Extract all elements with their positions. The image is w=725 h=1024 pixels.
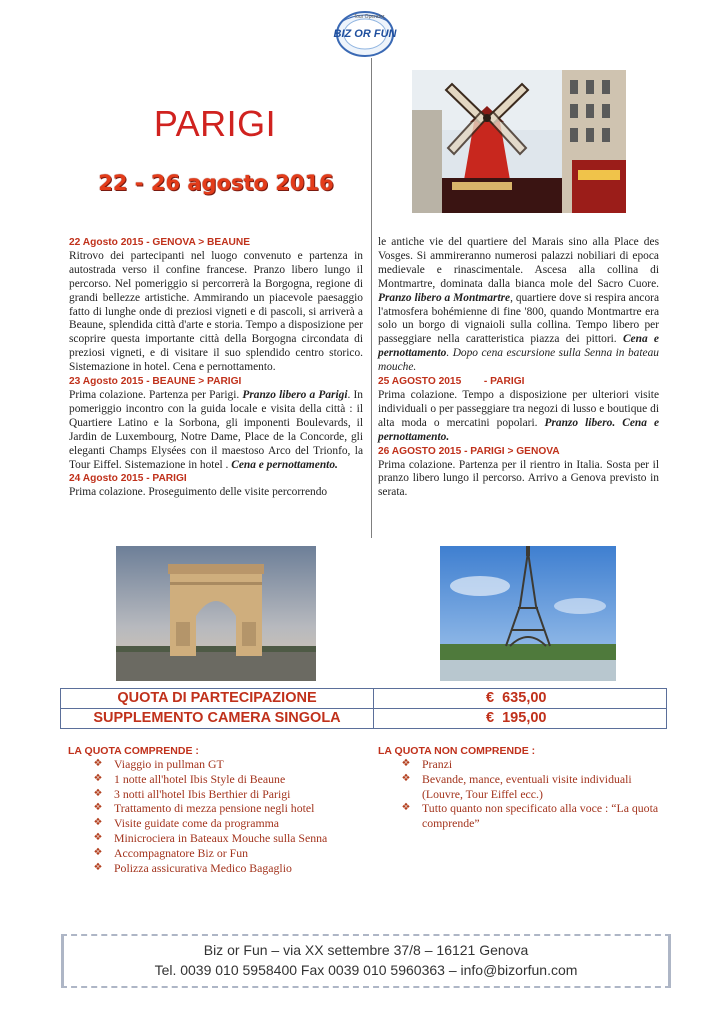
bullet-icon: ❖ <box>401 772 411 784</box>
logo-wordmark: BIZ OR FUN <box>333 28 397 40</box>
footer-address: Biz or Fun – via XX settembre 37/8 – 16121 Genova <box>203 942 529 958</box>
bullet-icon: ❖ <box>93 861 103 873</box>
bullet-icon: ❖ <box>93 772 103 784</box>
page-title: PARIGI <box>153 103 277 144</box>
day5-heading: 26 AGOSTO 2015 - PARIGI > GENOVA <box>378 445 560 457</box>
logo-tagline: Tour Operator <box>353 14 385 20</box>
contact-footer <box>61 934 671 988</box>
arc-de-triomphe-photo <box>116 546 316 681</box>
bullet-icon: ❖ <box>93 758 103 769</box>
bullet-icon: ❖ <box>93 817 103 829</box>
bullet-icon: ❖ <box>93 831 103 843</box>
itinerary-right-column <box>378 236 659 500</box>
column-divider <box>371 58 372 538</box>
day3-heading: 24 Agosto 2015 - PARIGI <box>69 473 187 485</box>
day4-text: Prima colazione. Tempo a disposizione per ulteriori visite individuali o per passeggiare tra negozi di lusso e boutique di alta moda o mercatini popolari. Pranzo libero. Cena e pernottamento. <box>378 388 660 443</box>
list-item: ❖ 1 notte all'hotel Ibis Style di Beaune <box>88 772 368 787</box>
bullet-icon: ❖ <box>93 802 103 814</box>
list-item: ❖ Polizza assicurativa Medico Bagaglio <box>88 861 368 876</box>
trip-dates: 22 - 26 agosto 2016 <box>98 171 334 195</box>
supplement-value: € 195,00 <box>486 710 547 726</box>
excludes-section <box>378 745 668 831</box>
list-item: ❖ Minicrociera in Bateaux Mouche sulla Senna <box>88 831 368 846</box>
list-item: ❖ Tutto quanto non specificato alla voce : “La quota comprende” <box>396 801 668 831</box>
price-row-quota <box>61 689 666 709</box>
includes-title: LA QUOTA COMPRENDE : <box>68 745 199 757</box>
biz-or-fun-logo <box>327 4 403 60</box>
itinerary-left-column <box>69 236 363 500</box>
bullet-icon: ❖ <box>401 802 411 814</box>
day2-text: Prima colazione. Partenza per Parigi. Pranzo libero a Parigi. In pomeriggio incontro con la guida locale e visita della città : il Quartiere Latino e la Sorbona, gli imponenti Boulevards, il Jardin de Luxembourg, Notre Dame, Place de la Concorde, gli eleganti Champs Elysées con il maestoso Arco del Trionfo, la Tour Eiffel. Sistemazione in hotel . Cena e pernottamento. <box>69 388 363 471</box>
excludes-title: LA QUOTA NON COMPRENDE : <box>378 745 536 757</box>
includes-list <box>88 757 368 875</box>
day2-heading: 23 Agosto 2015 - BEAUNE > PARIGI <box>69 376 242 388</box>
list-item: ❖ Accompagnatore Biz or Fun <box>88 846 368 861</box>
quota-value: € 635,00 <box>486 690 547 706</box>
eiffel-tower-photo <box>440 546 616 681</box>
list-item: ❖ Bevande, mance, eventuali visite individuali (Louvre, Tour Eiffel ecc.) <box>396 772 668 802</box>
includes-section <box>68 745 368 875</box>
day3-text-start: Prima colazione. Proseguimento delle visite percorrendo <box>69 486 328 499</box>
supplement-label: SUPPLEMENTO CAMERA SINGOLA <box>61 709 374 728</box>
day1-heading: 22 Agosto 2015 - GENOVA > BEAUNE <box>69 237 251 248</box>
moulin-rouge-photo <box>412 70 626 213</box>
price-table <box>60 688 667 729</box>
bullet-icon: ❖ <box>93 846 103 858</box>
bullet-icon: ❖ <box>93 787 103 799</box>
list-item: ❖ Viaggio in pullman GT <box>88 757 368 772</box>
excludes-list <box>396 757 668 831</box>
list-item: ❖ Visite guidate come da programma <box>88 816 368 831</box>
quota-label: QUOTA DI PARTECIPAZIONE <box>61 689 374 708</box>
day1-text: Ritrovo dei partecipanti nel luogo convenuto e partenza in autostrada verso il confine francese. Pranzo libero lungo il percorso. Nel pomeriggio si percorrerà la Borgogna, regione di grandi bellezze artistiche. Ammirando un piacevole paesaggio fatto di lunghe onde di preziosi vigneti e di pascoli, si arriverà a Beaune, splendida città d'arte e storia. Tempo a disposizione per scoprire questa importante città della Borgogna circondata di preziosi vigneti, e di visitare il suo splendido centro storico. Sistemazione in hotel. Cena e pernottamento. <box>69 249 363 374</box>
day4-heading: 25 AGOSTO 2015 - PARIGI <box>378 376 525 388</box>
day5-text: Prima colazione. Partenza per il rientro in Italia. Sosta per il pranzo libero lungo il percorso. Arrivo a Genova previsto in serata. <box>378 458 659 499</box>
day3-text-continued: le antiche vie del quartiere del Marais sino alla Place des Vosges. Si ammireranno numerosi palazzi nobiliari di epoca medievale e rinascimentale. Ascesa alla collina di Montmartre, dominata dalla bianca mole del Sacro Cuore. Pranzo libero a Montmartre, quartiere dove si respira ancora l'atmosfera bohémienne di fine '800, quando Montmartre era solo un borgo di vignaioli sulla collina. Tempo libero per passeggiare nella caratteristica piazza dei pittori. Cena e pernottamento. Dopo cena escursione sulla Senna in bateau mouche. <box>378 236 659 374</box>
price-row-supplement <box>61 709 666 728</box>
bullet-icon: ❖ <box>401 758 411 769</box>
list-item: ❖ 3 notti all'hotel Ibis Berthier di Parigi <box>88 787 368 802</box>
list-item: ❖ Trattamento di mezza pensione negli hotel <box>88 801 368 816</box>
list-item: ❖ Pranzi <box>396 757 668 772</box>
footer-contacts: Tel. 0039 010 5958400 Fax 0039 010 5960363 – info@bizorfun.com <box>154 962 578 978</box>
